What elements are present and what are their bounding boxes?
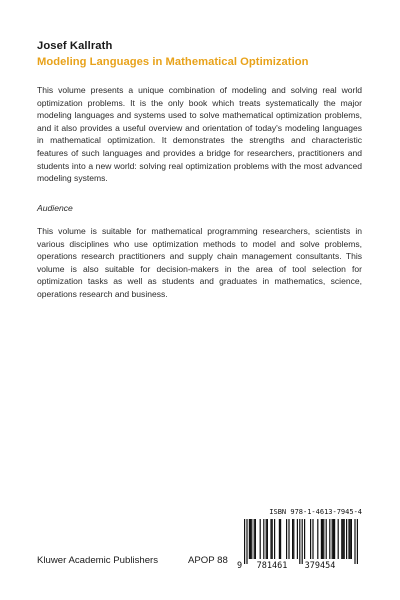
barcode-bar xyxy=(312,519,313,559)
barcode-bar xyxy=(323,519,324,559)
audience-line: problems, operations research practitioners and supply chain management xyxy=(37,238,363,262)
barcode-bar xyxy=(280,519,281,559)
barcode-bar xyxy=(292,519,293,559)
barcode-bar xyxy=(279,519,280,559)
barcode-bar xyxy=(251,519,252,559)
audience-paragraph xyxy=(37,225,362,301)
barcode-bar xyxy=(317,519,318,559)
barcode-bar xyxy=(333,519,334,559)
barcode-bar xyxy=(254,519,255,559)
barcode-left-digits: 781461 xyxy=(256,561,288,570)
barcode-bar xyxy=(266,519,267,559)
audience-line: various disciplines who use optimization methods to model and solve xyxy=(37,238,320,249)
isbn-barcode xyxy=(234,508,362,570)
description-line: This volume presents a unique combination of modeling and solving real world xyxy=(37,85,362,95)
barcode-bar xyxy=(351,519,352,559)
barcode-bar xyxy=(270,519,271,559)
description-line: optimization problems with the most advanced modeling systems. xyxy=(37,160,362,184)
barcode-bar xyxy=(350,519,351,559)
barcode-right-digits: 379454 xyxy=(304,561,336,570)
barcode-bar xyxy=(332,519,333,559)
description-paragraph xyxy=(37,84,362,185)
barcode-bar xyxy=(354,519,355,564)
description-line: modeling languages in mathematical optimization. It demonstrates the strengths xyxy=(37,122,362,146)
barcode-bar xyxy=(249,519,250,559)
barcode-bar xyxy=(274,519,275,559)
barcode-bar xyxy=(344,519,345,559)
barcode-graphic xyxy=(234,518,362,570)
barcode-bar xyxy=(346,519,347,559)
barcode-bar xyxy=(246,519,247,564)
barcode-bar xyxy=(348,519,349,559)
barcode-bar xyxy=(304,519,305,559)
barcode-bar xyxy=(286,519,287,559)
isbn-number: ISBN 978-1-4613-7945-4 xyxy=(269,508,362,516)
barcode-bar xyxy=(288,519,289,559)
description-line: problems, and it also provides a useful overview and orientation of today's xyxy=(37,110,362,133)
barcode-bar xyxy=(338,519,339,559)
barcode-first-digit: 9 xyxy=(237,561,243,570)
publisher-name: Kluwer Academic Publishers xyxy=(37,555,159,566)
barcode-bar xyxy=(272,519,273,559)
barcode-bar xyxy=(250,519,251,559)
description-line: and characteristic features of such languages and provides a bridge for xyxy=(37,135,362,158)
audience-line: This volume is suitable for mathematical programming researchers, scientists in xyxy=(37,226,362,236)
barcode-bar xyxy=(293,519,294,559)
audience-line: consultants. This volume is also suitable for decision-makers in the area of tool xyxy=(37,251,362,274)
audience-line: selection for optimization tasks as well as students and graduates in xyxy=(37,263,362,287)
author-name: Josef Kallrath xyxy=(37,40,113,52)
book-title: Modeling Languages in Mathematical Optimization xyxy=(37,56,309,68)
description-line: optimization problems. It is the only book which treats systematically the major xyxy=(37,97,362,108)
barcode-bar xyxy=(297,519,298,559)
description-line: modeling languages and systems used to solve mathematical optimization xyxy=(37,110,322,121)
barcode-bar xyxy=(255,519,256,559)
barcode-bar xyxy=(341,519,342,559)
barcode-bar xyxy=(334,519,335,559)
barcode-bar xyxy=(267,519,268,559)
barcode-bar xyxy=(329,519,330,559)
description-line: researchers, practitioners and students into a new world: solving real xyxy=(37,147,363,171)
audience-heading: Audience xyxy=(37,203,73,213)
audience-line: mathematics, science, operations research and business. xyxy=(37,276,362,299)
barcode-bar xyxy=(321,519,322,559)
barcode-bar xyxy=(357,519,358,564)
series-code: APOP 88 xyxy=(188,555,228,566)
barcode-bar xyxy=(244,519,245,564)
barcode-bar xyxy=(260,519,261,559)
barcode-bar xyxy=(326,519,327,559)
barcode-bar xyxy=(299,519,300,564)
barcode-bar xyxy=(310,519,311,559)
barcode-bar xyxy=(302,519,303,564)
barcode-bar xyxy=(322,519,323,559)
barcode-bar xyxy=(342,519,343,559)
barcode-bar xyxy=(263,519,264,559)
